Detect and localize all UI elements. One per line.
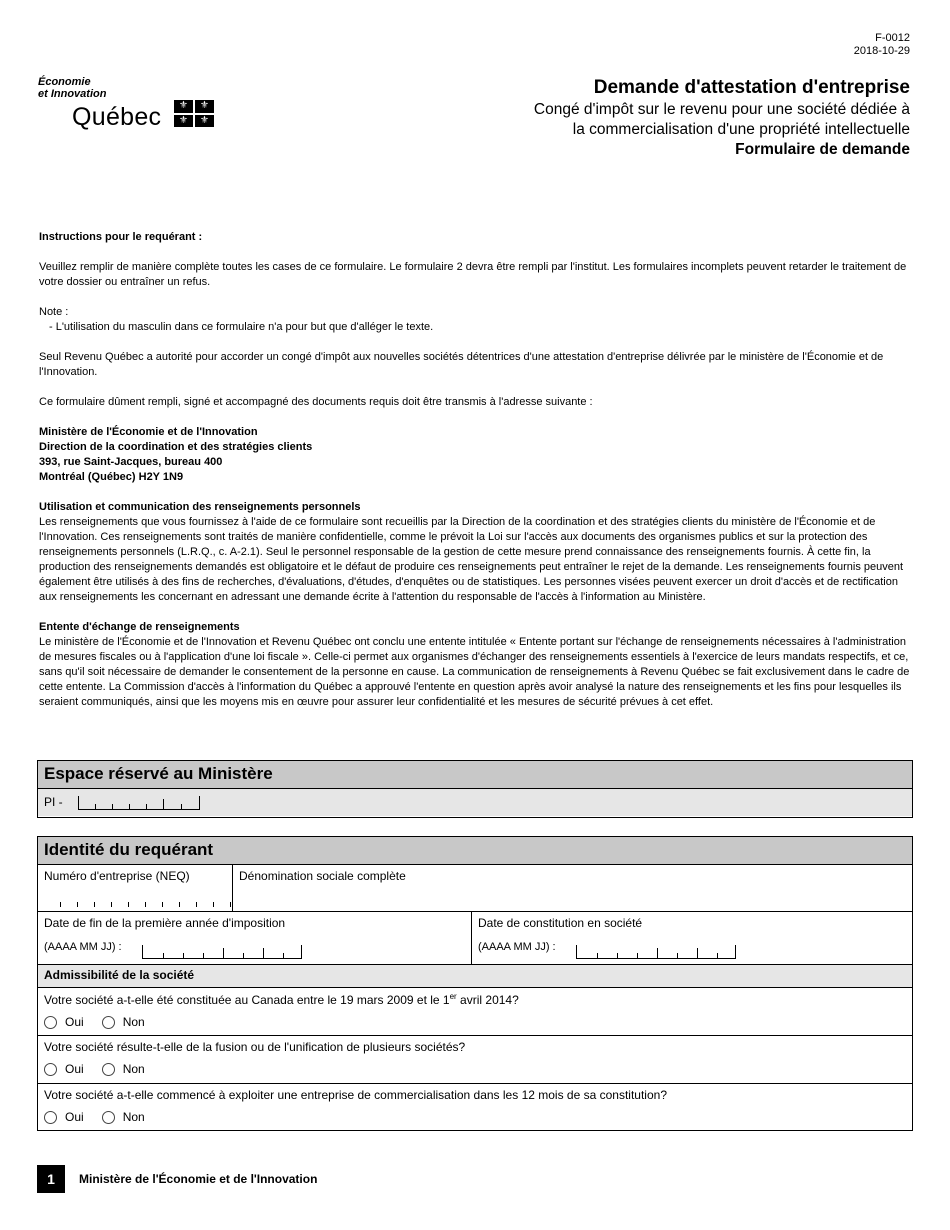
q2-oui-radio[interactable]	[44, 1063, 57, 1076]
subtitle-line2: la commercialisation d'une propriété intellectuelle	[572, 121, 910, 138]
form-date: 2018-10-29	[853, 45, 910, 57]
neq-label: Numéro d'entreprise (NEQ)	[44, 869, 190, 883]
admissibilite-title: Admissibilité de la société	[38, 965, 912, 988]
fin-annee-cell	[38, 912, 472, 964]
identite-section-title: Identité du requérant	[38, 837, 912, 865]
q1-non-radio[interactable]	[102, 1016, 115, 1029]
fin-annee-input[interactable]	[142, 945, 302, 959]
form-title-block	[534, 76, 910, 160]
fin-annee-label: Date de fin de la première année d'imposition	[44, 916, 286, 930]
q1-oui-label: Oui	[65, 1015, 84, 1029]
address-line4: Montréal (Québec) H2Y 1N9	[39, 471, 184, 483]
subtitle-line3: Formulaire de demande	[735, 141, 910, 158]
form-code	[854, 32, 910, 58]
question-2	[38, 1036, 912, 1084]
privacy-text: Les renseignements que vous fournissez à l'aide de ce formulaire sont recueillis par la Direction de la coordination et des stratégies clients du ministère de l'Économie et de l'Innovation. Ces renseignements sont traités de manière confidentielle, comme le prévoit la Loi sur l'accès aux documents des organismes publics et sur la protection des renseignements personnels (L.R.Q., c. A-2.1). Seul le personnel responsable de la gestion de cette mesure prend connaissance des renseignements fournis. À cette fin, la production des renseignements demandés est obligatoire et le défaut de produire ces renseignements peut entraîner le rejet de la demande. Les renseignements fournis peuvent également être utilisés à des fins de recherches, d'évaluations, d'études, d'enquêtes ou de statistiques. Les personnes visées peuvent exercer un droit d'accès et de rectification aux renseignements les concernant en adressant une demande écrite à l'attention du responsable de l'accès à l'information au Ministère.	[39, 516, 904, 603]
exchange-heading: Entente d'échange de renseignements	[39, 621, 240, 633]
pi-input[interactable]	[78, 796, 200, 810]
submission-paragraph: Ce formulaire dûment rempli, signé et accompagné des documents requis doit être transmis à l'adresse suivante :	[39, 396, 593, 408]
q2-non-label: Non	[122, 1062, 145, 1076]
address-line2: Direction de la coordination et des stratégies clients	[39, 441, 313, 453]
page-footer	[37, 1165, 317, 1193]
question-3	[38, 1084, 912, 1132]
ministere-reserved-section	[37, 760, 913, 818]
instructions-paragraph: Veuillez remplir de manière complète toutes les cases de ce formulaire. Le formulaire 2 devra être rempli par l'institut. Les formulaires incomplets peuvent retarder le traitement de votre dossier ou entraîner un refus.	[39, 261, 907, 288]
subtitle-line1: Congé d'impôt sur le revenu pour une société dédiée à	[533, 101, 910, 118]
address-line1: Ministère de l'Économie et de l'Innovation	[39, 426, 258, 438]
fleur-de-lis-flag-icon: ⚜ ⚜ ⚜ ⚜	[174, 100, 214, 127]
quebec-logo	[38, 76, 209, 131]
constitution-label: Date de constitution en société	[478, 916, 643, 930]
pi-label: PI -	[44, 795, 63, 809]
q2-oui-label: Oui	[65, 1062, 84, 1076]
privacy-heading: Utilisation et communication des renseignements personnels	[39, 501, 361, 513]
neq-cell	[38, 865, 233, 911]
logo-dept-line1: Économie	[38, 76, 91, 88]
ministere-section-title: Espace réservé au Ministère	[38, 761, 912, 789]
q1-oui-radio[interactable]	[44, 1016, 57, 1029]
q1-non-label: Non	[122, 1015, 145, 1029]
neq-denomination-row	[38, 865, 912, 912]
denomination-label: Dénomination sociale complète	[239, 869, 406, 883]
question-3-text: Votre société a-t-elle commencé à exploiter une entreprise de commercialisation dans les 12 mois de sa constitution?	[44, 1088, 667, 1102]
constitution-format: (AAAA MM JJ) :	[478, 941, 556, 953]
q3-oui-label: Oui	[65, 1110, 84, 1124]
q3-non-label: Non	[122, 1110, 145, 1124]
denomination-cell[interactable]	[233, 865, 912, 911]
instructions-heading: Instructions pour le requérant :	[39, 231, 203, 243]
constitution-cell	[472, 912, 912, 964]
page-number: 1	[37, 1165, 65, 1193]
question-2-text: Votre société résulte-t-elle de la fusion ou de l'unification de plusieurs sociétés?	[44, 1040, 466, 1054]
q2-non-radio[interactable]	[102, 1063, 115, 1076]
fin-annee-format: (AAAA MM JJ) :	[44, 941, 122, 953]
page-title: Demande d'attestation d'entreprise	[593, 77, 910, 98]
logo-quebec-wordmark: Québec	[72, 103, 162, 131]
question-1-text: Votre société a-t-elle été constituée au Canada entre le 19 mars 2009 et le 1er avril 2014?	[44, 992, 519, 1007]
instructions-body	[39, 230, 911, 710]
q3-oui-radio[interactable]	[44, 1111, 57, 1124]
form-number: F-0012	[875, 32, 910, 44]
exchange-text: Le ministère de l'Économie et de l'Innovation et Revenu Québec ont conclu une entente intitulée « Entente portant sur l'échange de renseignements nécessaires à l'administration de mesures fiscales ou à l'application d'une loi fiscale ». Celle-ci permet aux organismes d'échanger des renseignements essentiels à l'exercice de leurs mandats respectifs, et ce, sans qu'il soit nécessaire de demander le consentement de la personne en cause. La communication de renseignements à Revenu Québec se fait exclusivement dans le cadre de cette entente. La Commission d'accès à l'information du Québec a approuvé l'entente en question après avoir analysé la nature des renseignements et les fins pour lesquelles ils seraient communiqués, ainsi que les moyens mis en œuvre pour assurer leur confidentialité et les mesures de sécurité prévues à cet effet.	[39, 636, 910, 708]
revenu-quebec-paragraph: Seul Revenu Québec a autorité pour accorder un congé d'impôt aux nouvelles sociétés détentrices d'une attestation d'entreprise délivrée par le ministère de l'Économie et de l'Innovation.	[39, 351, 884, 378]
address-line3: 393, rue Saint-Jacques, bureau 400	[39, 456, 223, 468]
constitution-input[interactable]	[576, 945, 736, 959]
footer-ministry: Ministère de l'Économie et de l'Innovation	[79, 1172, 318, 1186]
note-label: Note :	[39, 306, 69, 318]
q3-non-radio[interactable]	[102, 1111, 115, 1124]
dates-row	[38, 912, 912, 965]
pi-row	[38, 789, 912, 816]
logo-dept-line2: et Innovation	[38, 88, 107, 100]
identite-section	[37, 836, 913, 1131]
neq-input[interactable]	[60, 893, 234, 907]
question-1	[38, 988, 912, 1036]
note-text: - L'utilisation du masculin dans ce formulaire n'a pour but que d'alléger le texte.	[49, 321, 434, 333]
